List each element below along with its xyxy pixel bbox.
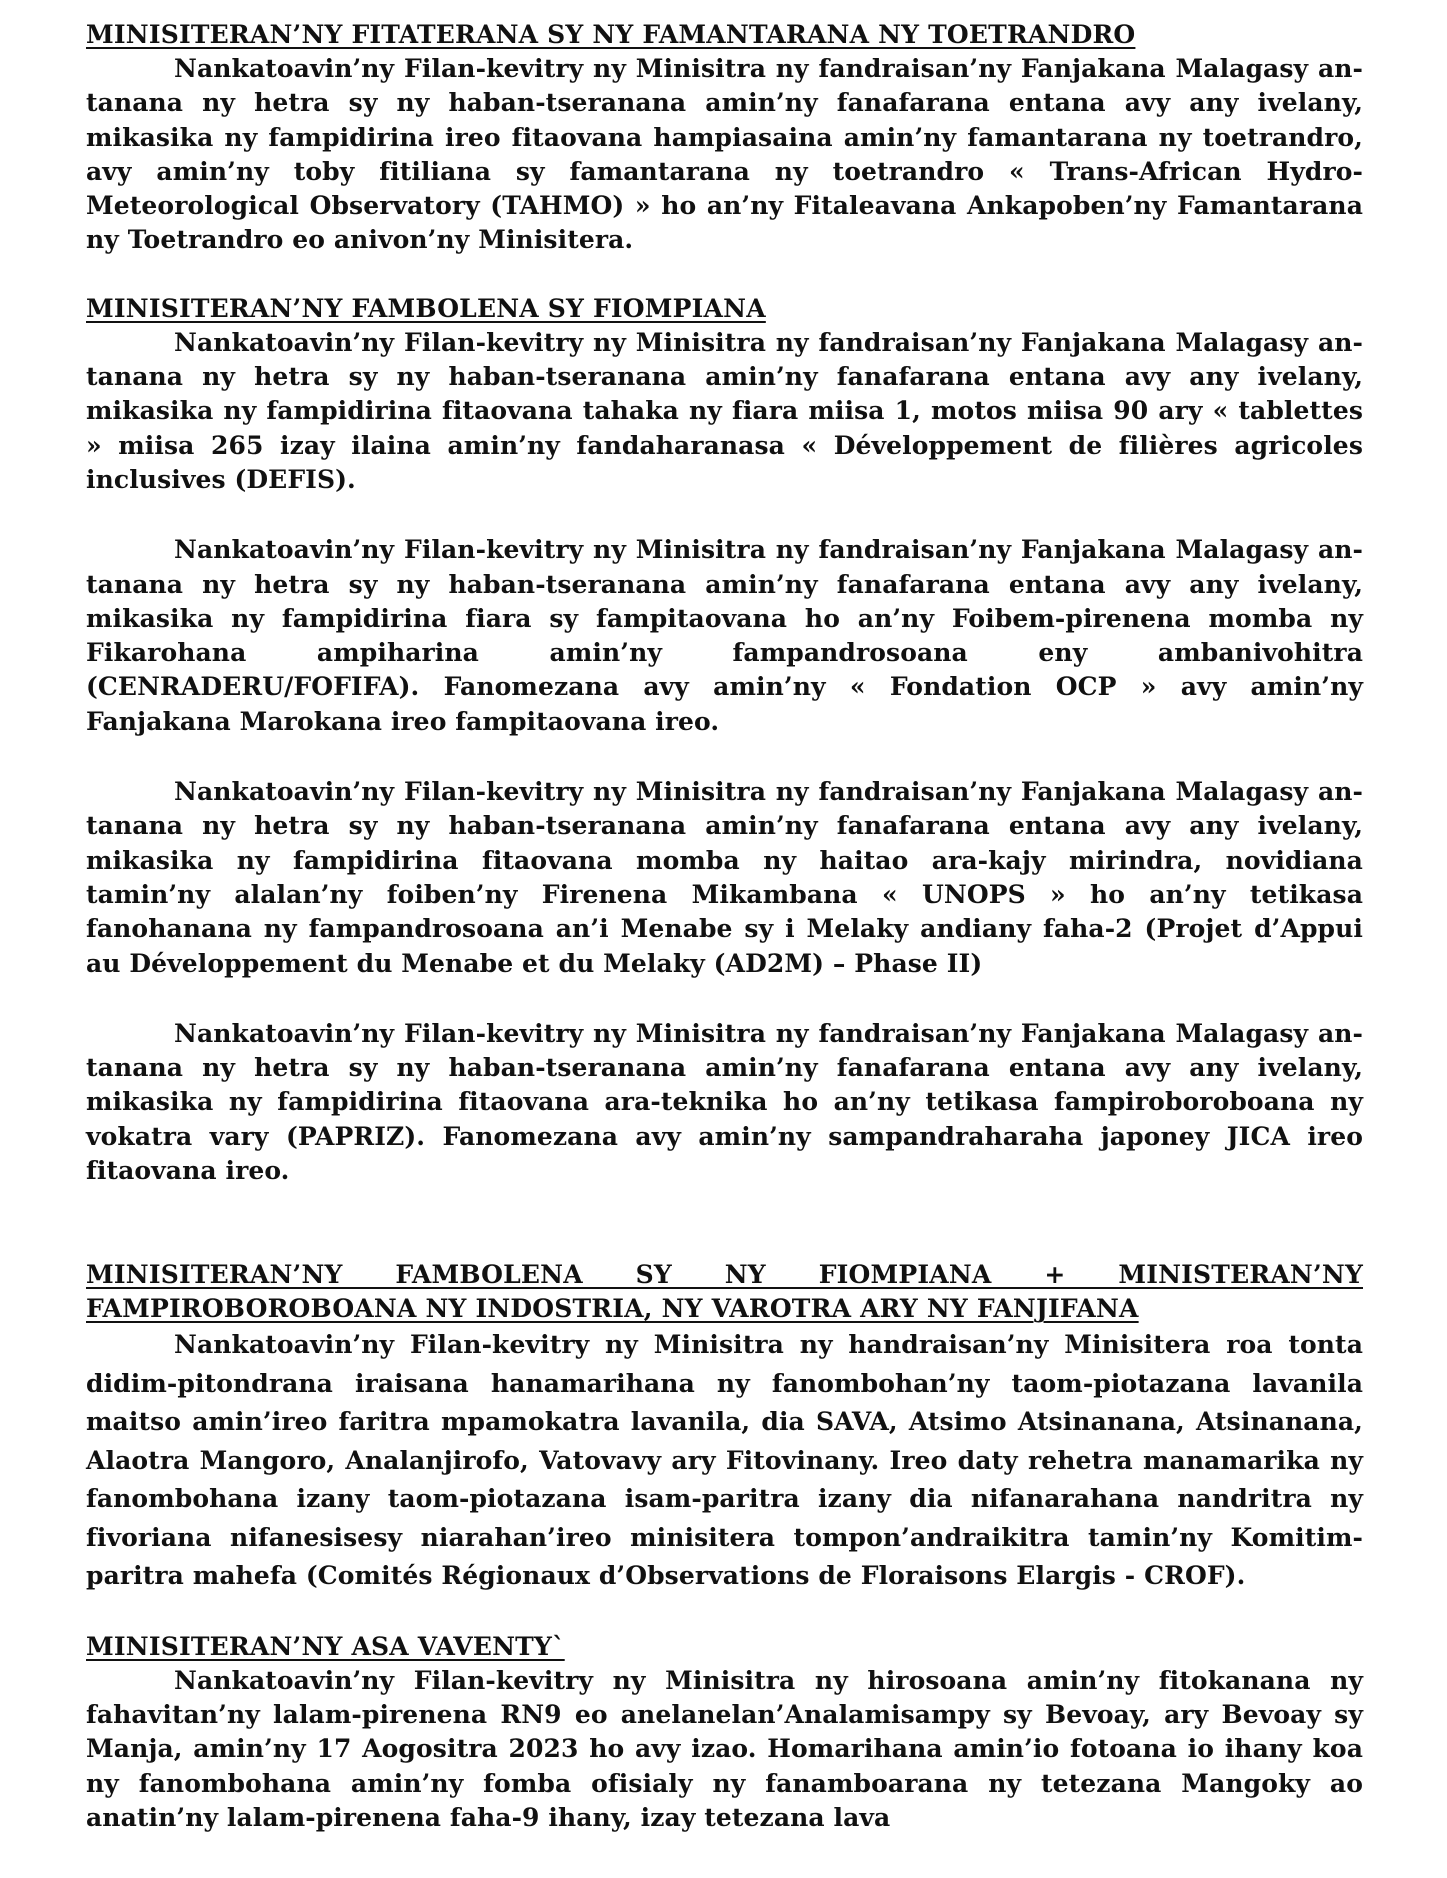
- spacer: [86, 1188, 1363, 1258]
- section-agriculture-industry-joint: [86, 1258, 1363, 1596]
- section-agriculture-livestock: [86, 292, 1363, 1189]
- section-heading: MINISITERAN’NY ASA VAVENTY`: [86, 1631, 565, 1661]
- paragraph: Nankatoavin’ny Filan-kevitry ny Minisitra ny fandraisan’ny Fanjakana Malagasy an-tanana ny hetra sy ny haban-tseranana amin’ny fanafarana entana avy any ivelany, mikasika ny fampidirina ireo fitaovana hampiasaina amin’ny famantarana ny toetrandro, avy amin’ny toby fitiliana sy famantarana ny toetrandro « Trans-African Hydro-Meteorological Observatory (TAHMO) » ho an’ny Fitaleavana Ankapoben’ny Famantarana ny Toetrandro eo anivon’ny Minisitera.: [86, 54, 1363, 255]
- paragraph: Nankatoavin’ny Filan-kevitry ny Minisitra ny fandraisan’ny Fanjakana Malagasy an-tanana ny hetra sy ny haban-tseranana amin’ny fanafarana entana avy any ivelany, mikasika ny fampidirina fitaovana tahaka ny fiara miisa 1, motos miisa 90 ary « tablettes » miisa 265 izay ilaina amin’ny fandaharanasa « Développement de filières agricoles inclusives (DEFIS).: [86, 327, 1363, 494]
- paragraph: Nankatoavin’ny Filan-kevitry ny Minisitra ny fandraisan’ny Fanjakana Malagasy an-tanana ny hetra sy ny haban-tseranana amin’ny fanafarana entana avy any ivelany, mikasika ny fampidirina fitaovana ara-teknika ho an’ny tetikasa fampiroboroboana ny vokatra vary (PAPRIZ). Fanomezana avy amin’ny sampandraharaha japoney JICA ireo fitaovana ireo.: [86, 1018, 1363, 1186]
- section-heading: MINISITERAN’NY FAMBOLENA SY FIOMPIANA: [86, 293, 766, 323]
- paragraph: Nankatoavin’ny Filan-kevitry ny Minisitra ny fandraisan’ny Fanjakana Malagasy an-tanana ny hetra sy ny haban-tseranana amin’ny fanafarana entana avy any ivelany, mikasika ny fampidirina fiara sy fampitaovana ho an’ny Foibem-pirenena momba ny Fikarohana ampiharina amin’ny fampandrosoana eny ambanivohitra (CENRADERU/FOFIFA). Fanomezana avy amin’ny « Fondation OCP » avy amin’ny Fanjakana Marokana ireo fampitaovana ireo.: [86, 535, 1363, 736]
- spacer: [86, 497, 1363, 533]
- spacer: [86, 258, 1363, 292]
- section-public-works: [86, 1630, 1363, 1835]
- spacer: [86, 739, 1363, 775]
- paragraph: Nankatoavin’ny Filan-kevitry ny Minisitra ny handraisan’ny Minisitera roa tonta didim-pitondrana iraisana hanamarihana ny fanombohan’ny taom-piotazana lavanila maitso amin’ireo faritra mpamokatra lavanila, dia SAVA, Atsimo Atsinanana, Atsinanana, Alaotra Mangoro, Analanjirofo, Vatovavy ary Fitovinany. Ireo daty rehetra manamarika ny fanombohana izany taom-piotazana isam-paritra izany dia nifanarahana nandritra ny fivoriana nifanesisesy niarahan’ireo minisitera tompon’andraikitra tamin’ny Komitim-paritra mahefa (Comités Régionaux d’Observations de Floraisons Elargis - CROF).: [86, 1330, 1363, 1591]
- paragraph: Nankatoavin’ny Filan-kevitry ny Minisitra ny hirosoana amin’ny fitokanana ny fahavitan’ny lalam-pirenena RN9 eo anelanelan’Analamisampy sy Bevoay, ary Bevoay sy Manja, amin’ny 17 Aogositra 2023 ho avy izao. Homarihana amin’io fotoana io ihany koa ny fanombohana amin’ny fomba ofisialy ny fanamboarana ny tetezana Mangoky ao anatin’ny lalam-pirenena faha-9 ihany, izay tetezana lava: [86, 1665, 1363, 1832]
- section-heading: MINISITERAN’NY FAMBOLENA SY NY FIOMPIANA + MINISTERAN’NY FAMPIROBOROBOANA NY INDOSTRIA, NY VAROTRA ARY NY FANJIFANA: [86, 1260, 1363, 1324]
- section-transport-meteorology: [86, 18, 1363, 258]
- spacer: [86, 1596, 1363, 1630]
- section-heading: MINISITERAN’NY FITATERANA SY NY FAMANTARANA NY TOETRANDRO: [86, 20, 1136, 49]
- spacer: [86, 981, 1363, 1017]
- paragraph: Nankatoavin’ny Filan-kevitry ny Minisitra ny fandraisan’ny Fanjakana Malagasy an-tanana ny hetra sy ny haban-tseranana amin’ny fanafarana entana avy any ivelany, mikasika ny fampidirina fitaovana momba ny haitao ara-kajy mirindra, novidiana tamin’ny alalan’ny foiben’ny Firenena Mikambana « UNOPS » ho an’ny tetikasa fanohanana ny fampandrosoana an’i Menabe sy i Melaky andiany faha-2 (Projet d’Appui au Développement du Menabe et du Melaky (AD2M) – Phase II): [86, 777, 1363, 978]
